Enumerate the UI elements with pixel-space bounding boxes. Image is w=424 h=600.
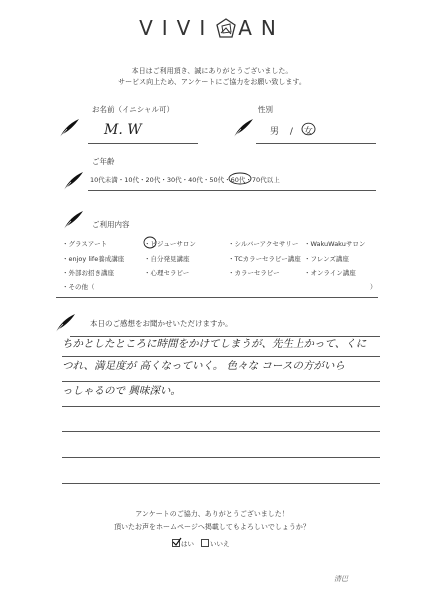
gender-female: 女 (304, 124, 313, 137)
brand-logo (0, 16, 424, 40)
service-item: ・カラーセラピー (228, 269, 280, 277)
quill-icon (58, 117, 80, 139)
publish-yes[interactable]: はい (172, 539, 194, 548)
impression-line (62, 381, 380, 382)
impression-line (62, 406, 380, 407)
selection-circle-icon (301, 122, 316, 136)
age-underline (88, 190, 376, 191)
impression-line (62, 356, 380, 357)
service-other-close: ） (370, 283, 377, 291)
impression-line (62, 483, 380, 484)
intro-line-1: 本日はご利用頂き、誠にありがとうございました。 (131, 67, 293, 75)
service-item: ・WakuWakuサロン (304, 240, 366, 248)
quill-icon (62, 170, 84, 192)
service-item-selected: ・ビジューサロン (144, 239, 196, 248)
publish-no[interactable]: いいえ (201, 539, 230, 548)
service-item: ・心理セラピー (144, 269, 190, 277)
name-label: お名前（イニシャル可） (92, 105, 175, 114)
impression-text-line: っしゃるので 興味深い。 (62, 385, 181, 397)
quill-icon (62, 209, 84, 231)
service-item: ・TCカラーセラピー講座 (228, 255, 301, 263)
services-label: ご利用内容 (92, 220, 130, 229)
gender-male: 男 (270, 127, 280, 137)
brand-right: AN (238, 16, 285, 40)
impression-label: 本日のご感想をお聞かせいただけますか。 (90, 319, 233, 328)
service-item: ・グラスアート (62, 240, 108, 248)
service-item: ・enjoy life養成講座 (62, 255, 125, 263)
service-item: ・シルバーアクセサリー (228, 240, 299, 248)
intro-line-2: サービス向上ため、アンケートにご協力をお願い致します。 (118, 78, 306, 86)
impression-line (62, 457, 380, 458)
age-options-after: ・70代以上 (245, 176, 280, 184)
gender-options (270, 124, 313, 137)
gender-slash: / (289, 127, 293, 137)
quill-icon (54, 312, 76, 334)
signature: 清巴 (334, 575, 348, 583)
selection-circle-icon (143, 236, 157, 249)
impression-text-line: ちかとしたところに時間をかけてしまうが、先生上かって、くに (62, 338, 367, 350)
quill-icon (232, 117, 254, 139)
impression-text-line: つれ、満足度が 高くなっていく。 色々な コースの方がいら (62, 360, 345, 372)
brand-mark-icon (216, 18, 236, 38)
service-other-open: ・その他（ (62, 283, 95, 291)
age-options-before: 10代未満・10代・20代・30代・40代・50代・ (90, 176, 231, 184)
checkbox-no[interactable] (201, 539, 209, 547)
name-underline (88, 143, 198, 144)
age-label: ご年齢 (92, 157, 115, 166)
services-underline (56, 297, 378, 298)
selection-circle-icon (228, 172, 252, 185)
age-options (90, 175, 280, 184)
service-item: ・フレンズ講座 (304, 255, 349, 263)
brand-left: VIVI (139, 16, 215, 40)
name-answer: M. W (104, 122, 142, 138)
checkmark-icon (172, 537, 182, 547)
service-item: ・自分発見講座 (144, 255, 190, 263)
age-selected: 60代 (231, 175, 246, 184)
closing-line-2: 頂いたお声をホームページへ掲載してもよろしいでしょうか？ (114, 523, 310, 531)
closing-line-1: アンケートのご協力、ありがとうございました！ (135, 510, 289, 518)
service-item: ・外部お招き講座 (62, 269, 114, 277)
service-item: ・オンライン講座 (304, 269, 356, 277)
gender-label: 性別 (258, 105, 273, 114)
gender-underline (256, 143, 376, 144)
impression-line (62, 431, 380, 432)
checkbox-yes[interactable] (172, 539, 180, 547)
